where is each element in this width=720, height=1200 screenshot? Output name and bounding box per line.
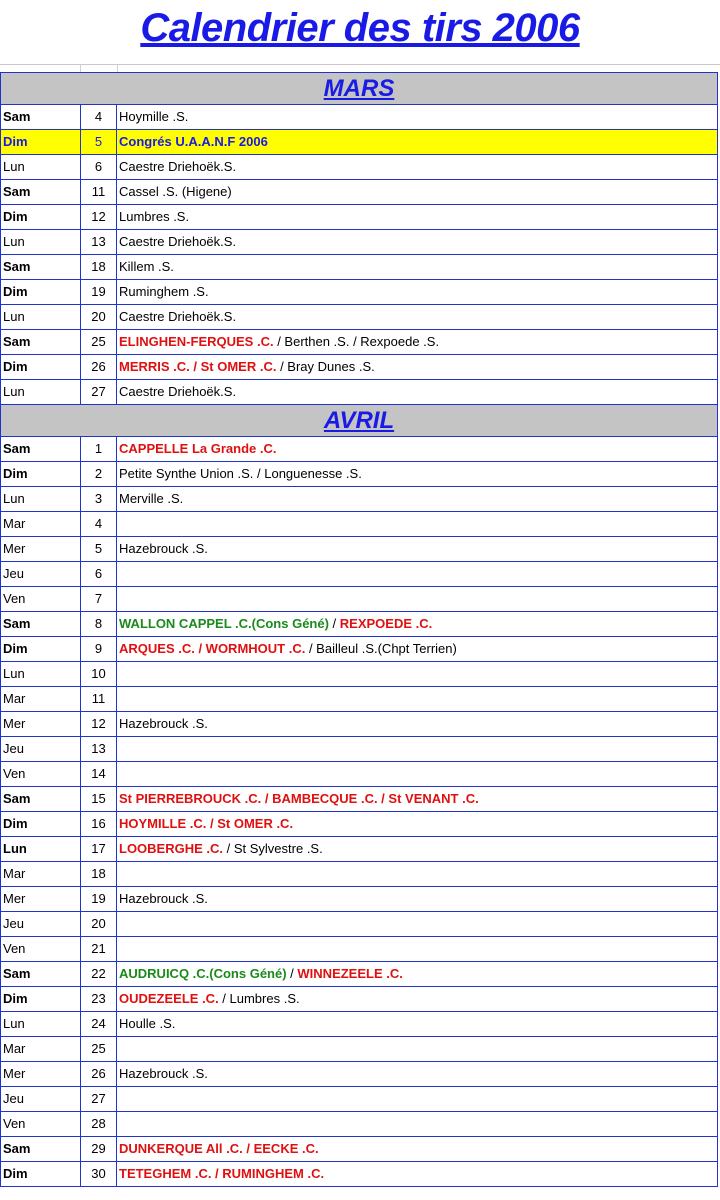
event-text: / Berthen .S. / Rexpoede .S. bbox=[273, 334, 440, 349]
date-cell: 26 bbox=[81, 355, 117, 380]
event-text: LOOBERGHE .C. bbox=[119, 841, 224, 856]
calendar-row bbox=[1, 155, 718, 180]
date-cell: 10 bbox=[81, 662, 117, 687]
day-cell: Dim bbox=[1, 1162, 81, 1187]
event-cell bbox=[117, 230, 718, 255]
day-cell: Lun bbox=[1, 230, 81, 255]
event-text: Caestre Driehoëk.S. bbox=[119, 234, 237, 249]
date-cell: 23 bbox=[81, 987, 117, 1012]
event-text: Caestre Driehoëk.S. bbox=[119, 159, 237, 174]
event-cell bbox=[117, 1062, 718, 1087]
calendar-row bbox=[1, 737, 718, 762]
event-text: WALLON CAPPEL .C.(Cons Géné) bbox=[119, 616, 329, 631]
date-cell: 25 bbox=[81, 1037, 117, 1062]
event-text: Hoymille .S. bbox=[119, 109, 189, 124]
date-cell: 22 bbox=[81, 962, 117, 987]
event-cell bbox=[117, 105, 718, 130]
event-cell bbox=[117, 762, 718, 787]
event-cell bbox=[117, 937, 718, 962]
event-text: Hazebrouck .S. bbox=[119, 716, 208, 731]
day-cell: Lun bbox=[1, 380, 81, 405]
day-cell: Mar bbox=[1, 862, 81, 887]
day-cell: Mer bbox=[1, 887, 81, 912]
calendar-row bbox=[1, 255, 718, 280]
event-text: Petite Synthe Union .S. / Longuenesse .S. bbox=[119, 466, 362, 481]
calendar-row bbox=[1, 437, 718, 462]
day-cell: Ven bbox=[1, 762, 81, 787]
event-text: Hazebrouck .S. bbox=[119, 891, 208, 906]
calendar-row bbox=[1, 487, 718, 512]
calendar-row bbox=[1, 562, 718, 587]
event-cell bbox=[117, 837, 718, 862]
day-cell: Sam bbox=[1, 255, 81, 280]
event-cell bbox=[117, 737, 718, 762]
calendar-row bbox=[1, 105, 718, 130]
calendar-row bbox=[1, 1162, 718, 1187]
month-header bbox=[1, 73, 718, 105]
event-text: HOYMILLE .C. / St OMER .C. bbox=[119, 816, 294, 831]
date-cell: 6 bbox=[81, 562, 117, 587]
calendar-row bbox=[1, 305, 718, 330]
event-cell bbox=[117, 280, 718, 305]
grid-line bbox=[117, 64, 118, 72]
event-cell bbox=[117, 887, 718, 912]
day-cell: Sam bbox=[1, 1137, 81, 1162]
event-text: Congrés U.A.A.N.F 2006 bbox=[119, 134, 268, 149]
day-cell: Jeu bbox=[1, 912, 81, 937]
event-cell bbox=[117, 380, 718, 405]
calendar-row bbox=[1, 862, 718, 887]
event-cell bbox=[117, 687, 718, 712]
event-cell bbox=[117, 1037, 718, 1062]
day-cell: Mer bbox=[1, 537, 81, 562]
calendar-row bbox=[1, 1087, 718, 1112]
date-cell: 12 bbox=[81, 712, 117, 737]
event-cell bbox=[117, 1087, 718, 1112]
date-cell: 11 bbox=[81, 180, 117, 205]
event-text: / St Sylvestre .S. bbox=[223, 841, 323, 856]
event-text: Ruminghem .S. bbox=[119, 284, 209, 299]
event-cell bbox=[117, 462, 718, 487]
calendar-row bbox=[1, 887, 718, 912]
day-cell: Mar bbox=[1, 687, 81, 712]
date-cell: 6 bbox=[81, 155, 117, 180]
event-text: Cassel .S. (Higene) bbox=[119, 184, 232, 199]
event-text: WINNEZEELE .C. bbox=[297, 966, 403, 981]
date-cell: 4 bbox=[81, 512, 117, 537]
day-cell: Mar bbox=[1, 1037, 81, 1062]
event-cell bbox=[117, 587, 718, 612]
event-text: St PIERREBROUCK .C. / BAMBECQUE .C. / St VENANT .C. bbox=[119, 791, 479, 806]
event-cell bbox=[117, 912, 718, 937]
date-cell: 3 bbox=[81, 487, 117, 512]
date-cell: 2 bbox=[81, 462, 117, 487]
calendar-row bbox=[1, 537, 718, 562]
event-text: Merville .S. bbox=[119, 491, 184, 506]
event-text: / Bailleul .S.(Chpt Terrien) bbox=[305, 641, 457, 656]
calendar-row bbox=[1, 130, 718, 155]
date-cell: 27 bbox=[81, 1087, 117, 1112]
day-cell: Lun bbox=[1, 662, 81, 687]
page-title: Calendrier des tirs 2006 bbox=[140, 6, 580, 50]
date-cell: 13 bbox=[81, 230, 117, 255]
event-cell bbox=[117, 862, 718, 887]
day-cell: Jeu bbox=[1, 1087, 81, 1112]
event-cell bbox=[117, 305, 718, 330]
event-cell bbox=[117, 637, 718, 662]
day-cell: Dim bbox=[1, 462, 81, 487]
calendar-row bbox=[1, 587, 718, 612]
day-cell: Lun bbox=[1, 155, 81, 180]
event-cell bbox=[117, 612, 718, 637]
day-cell: Lun bbox=[1, 487, 81, 512]
event-cell bbox=[117, 1012, 718, 1037]
event-text: MERRIS .C. / St OMER .C. bbox=[119, 359, 277, 374]
event-text: Caestre Driehoëk.S. bbox=[119, 384, 237, 399]
event-cell bbox=[117, 812, 718, 837]
month-header bbox=[1, 405, 718, 437]
calendar-row bbox=[1, 230, 718, 255]
day-cell: Mer bbox=[1, 712, 81, 737]
date-cell: 19 bbox=[81, 887, 117, 912]
date-cell: 11 bbox=[81, 687, 117, 712]
event-text: DUNKERQUE All .C. / EECKE .C. bbox=[119, 1141, 319, 1156]
date-cell: 7 bbox=[81, 587, 117, 612]
calendar-row bbox=[1, 205, 718, 230]
date-cell: 14 bbox=[81, 762, 117, 787]
date-cell: 28 bbox=[81, 1112, 117, 1137]
date-cell: 30 bbox=[81, 1162, 117, 1187]
event-text: CAPPELLE La Grande .C. bbox=[119, 441, 277, 456]
day-cell: Lun bbox=[1, 1012, 81, 1037]
calendar-row bbox=[1, 987, 718, 1012]
day-cell: Sam bbox=[1, 437, 81, 462]
event-text: / Lumbres .S. bbox=[218, 991, 300, 1006]
calendar-row bbox=[1, 687, 718, 712]
calendar-row bbox=[1, 180, 718, 205]
event-cell bbox=[117, 1162, 718, 1187]
calendar-row bbox=[1, 330, 718, 355]
event-cell bbox=[117, 562, 718, 587]
day-cell: Mar bbox=[1, 512, 81, 537]
date-cell: 13 bbox=[81, 737, 117, 762]
date-cell: 5 bbox=[81, 130, 117, 155]
calendar-row bbox=[1, 1137, 718, 1162]
event-text: / bbox=[286, 966, 298, 981]
event-text: Caestre Driehoëk.S. bbox=[119, 309, 237, 324]
event-cell bbox=[117, 987, 718, 1012]
event-cell bbox=[117, 155, 718, 180]
date-cell: 20 bbox=[81, 305, 117, 330]
calendar-row bbox=[1, 280, 718, 305]
day-cell: Sam bbox=[1, 787, 81, 812]
day-cell: Ven bbox=[1, 937, 81, 962]
day-cell: Mer bbox=[1, 1062, 81, 1087]
event-text: Hazebrouck .S. bbox=[119, 1066, 208, 1081]
event-cell bbox=[117, 437, 718, 462]
event-text: TETEGHEM .C. / RUMINGHEM .C. bbox=[119, 1166, 325, 1181]
calendar-row bbox=[1, 962, 718, 987]
day-cell: Jeu bbox=[1, 562, 81, 587]
day-cell: Sam bbox=[1, 180, 81, 205]
calendar-row bbox=[1, 462, 718, 487]
event-cell bbox=[117, 712, 718, 737]
event-cell bbox=[117, 180, 718, 205]
date-cell: 25 bbox=[81, 330, 117, 355]
event-cell bbox=[117, 962, 718, 987]
event-text: ARQUES .C. / WORMHOUT .C. bbox=[119, 641, 306, 656]
event-text: / bbox=[328, 616, 340, 631]
event-cell bbox=[117, 205, 718, 230]
calendar-row bbox=[1, 1112, 718, 1137]
day-cell: Dim bbox=[1, 355, 81, 380]
event-cell bbox=[117, 130, 718, 155]
title-row bbox=[0, 0, 720, 65]
date-cell: 27 bbox=[81, 380, 117, 405]
day-cell: Ven bbox=[1, 587, 81, 612]
calendar-row bbox=[1, 637, 718, 662]
event-cell bbox=[117, 1137, 718, 1162]
day-cell: Sam bbox=[1, 330, 81, 355]
date-cell: 26 bbox=[81, 1062, 117, 1087]
event-text: Lumbres .S. bbox=[119, 209, 190, 224]
event-text: Hazebrouck .S. bbox=[119, 541, 208, 556]
calendar-row bbox=[1, 837, 718, 862]
day-cell: Dim bbox=[1, 205, 81, 230]
event-text: REXPOEDE .C. bbox=[339, 616, 433, 631]
event-cell bbox=[117, 537, 718, 562]
event-text: Houlle .S. bbox=[119, 1016, 176, 1031]
calendar-body bbox=[1, 73, 718, 1187]
event-cell bbox=[117, 662, 718, 687]
event-cell bbox=[117, 487, 718, 512]
event-cell bbox=[117, 255, 718, 280]
day-cell: Lun bbox=[1, 305, 81, 330]
event-text: ELINGHEN-FERQUES .C. bbox=[119, 334, 274, 349]
date-cell: 15 bbox=[81, 787, 117, 812]
event-text: Killem .S. bbox=[119, 259, 174, 274]
calendar-row bbox=[1, 512, 718, 537]
event-cell bbox=[117, 787, 718, 812]
day-cell: Dim bbox=[1, 280, 81, 305]
date-cell: 29 bbox=[81, 1137, 117, 1162]
calendar-row bbox=[1, 612, 718, 637]
day-cell: Lun bbox=[1, 837, 81, 862]
date-cell: 21 bbox=[81, 937, 117, 962]
day-cell: Ven bbox=[1, 1112, 81, 1137]
event-cell bbox=[117, 512, 718, 537]
date-cell: 9 bbox=[81, 637, 117, 662]
event-cell bbox=[117, 330, 718, 355]
calendar-row bbox=[1, 762, 718, 787]
day-cell: Sam bbox=[1, 105, 81, 130]
calendar-row bbox=[1, 937, 718, 962]
month-name: AVRIL bbox=[1, 405, 718, 437]
calendar-row bbox=[1, 662, 718, 687]
date-cell: 1 bbox=[81, 437, 117, 462]
calendar-row bbox=[1, 355, 718, 380]
date-cell: 17 bbox=[81, 837, 117, 862]
date-cell: 19 bbox=[81, 280, 117, 305]
date-cell: 20 bbox=[81, 912, 117, 937]
date-cell: 5 bbox=[81, 537, 117, 562]
calendar-row bbox=[1, 1037, 718, 1062]
day-cell: Sam bbox=[1, 612, 81, 637]
day-cell: Jeu bbox=[1, 737, 81, 762]
date-cell: 18 bbox=[81, 862, 117, 887]
date-cell: 24 bbox=[81, 1012, 117, 1037]
date-cell: 8 bbox=[81, 612, 117, 637]
day-cell: Dim bbox=[1, 812, 81, 837]
calendar-row bbox=[1, 787, 718, 812]
calendar-row bbox=[1, 1012, 718, 1037]
day-cell: Dim bbox=[1, 987, 81, 1012]
grid-line bbox=[80, 64, 81, 72]
date-cell: 4 bbox=[81, 105, 117, 130]
calendar-row bbox=[1, 1062, 718, 1087]
event-cell bbox=[117, 355, 718, 380]
calendar-row bbox=[1, 912, 718, 937]
event-cell bbox=[117, 1112, 718, 1137]
date-cell: 18 bbox=[81, 255, 117, 280]
calendar-row bbox=[1, 812, 718, 837]
day-cell: Dim bbox=[1, 637, 81, 662]
date-cell: 12 bbox=[81, 205, 117, 230]
calendar-row bbox=[1, 380, 718, 405]
month-name: MARS bbox=[1, 73, 718, 105]
day-cell: Sam bbox=[1, 962, 81, 987]
event-text: AUDRUICQ .C.(Cons Géné) bbox=[119, 966, 287, 981]
event-text: OUDEZEELE .C. bbox=[119, 991, 219, 1006]
day-cell: Dim bbox=[1, 130, 81, 155]
calendar-table bbox=[0, 72, 718, 1187]
calendar-row bbox=[1, 712, 718, 737]
date-cell: 16 bbox=[81, 812, 117, 837]
event-text: / Bray Dunes .S. bbox=[276, 359, 375, 374]
